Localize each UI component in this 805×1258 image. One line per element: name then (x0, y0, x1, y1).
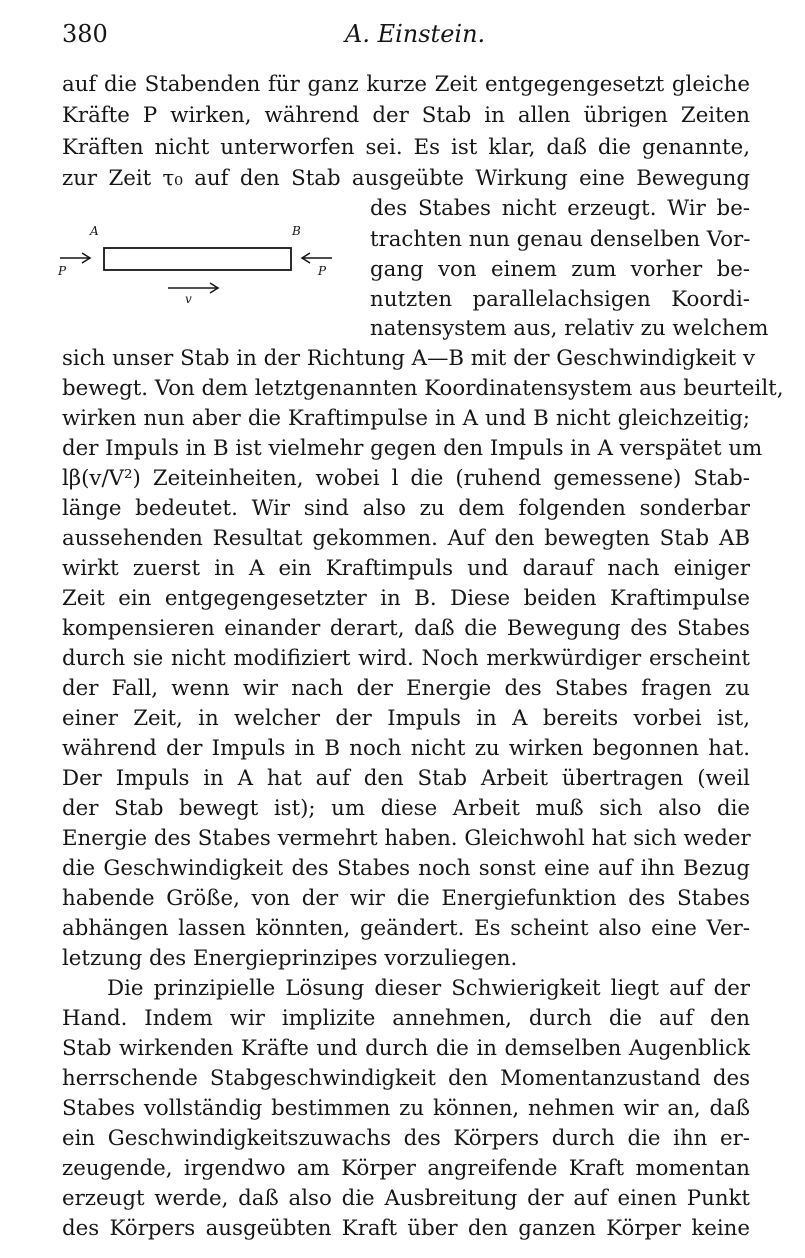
text-line: habende Größe, von der wir die Energiefunktion des Stabes (62, 886, 750, 911)
text-line: Zeit ein entgegengesetzter in B. Diese beiden Kraftimpulse (62, 586, 750, 611)
label-v: v (185, 292, 192, 306)
text-line: Kräfte P wirken, während der Stab in allen übrigen Zeiten (62, 103, 750, 128)
text-line: der Stab bewegt ist); um diese Arbeit muß sich also die (62, 796, 750, 821)
text-line: aussehenden Resultat gekommen. Auf den bewegten Stab AB (62, 526, 750, 551)
text-line: Hand. Indem wir implizite annehmen, durch die auf den (62, 1006, 750, 1031)
text-line: einer Zeit, in welcher der Impuls in A bereits vorbei ist, (62, 706, 750, 731)
text-line: Energie des Stabes vermehrt haben. Gleichwohl hat sich weder (62, 826, 751, 851)
text-line: lβ(v/V²) Zeiteinheiten, wobei l die (ruhend gemessene) Stab- (62, 466, 750, 491)
text-line: länge bedeutet. Wir sind also zu dem folgenden sonderbar (62, 496, 750, 521)
text-line: Die prinzipielle Lösung dieser Schwierigkeit liegt auf der (107, 976, 750, 1001)
text-line: Stabes vollständig bestimmen zu können, nehmen wir an, daß (62, 1096, 750, 1121)
text-line: Der Impuls in A hat auf den Stab Arbeit übertragen (weil (62, 766, 750, 791)
text-line: zur Zeit τ₀ auf den Stab ausgeübte Wirkung eine Bewegung (62, 166, 750, 191)
text-line: der Impuls in B ist vielmehr gegen den Impuls in A verspätet um (62, 436, 763, 461)
text-line: ein Geschwindigkeitszuwachs des Körpers durch die ihn er- (62, 1126, 750, 1151)
rod-rectangle (104, 248, 291, 270)
text-line: kompensieren einander derart, daß die Bewegung des Stabes (62, 616, 750, 641)
text-line: die Geschwindigkeit des Stabes noch sonst eine auf ihn Bezug (62, 856, 750, 881)
label-b: B (292, 224, 301, 238)
text-line: gang von einem zum vorher be- (370, 257, 750, 282)
page-header (62, 18, 752, 52)
text-line: letzung des Energieprinzipes vorzuliegen. (62, 946, 518, 971)
text-line: bewegt. Von dem letztgenannten Koordinatensystem aus beurteilt, (62, 376, 784, 401)
running-title: A. Einstein. (345, 20, 486, 48)
text-line: herrschende Stabgeschwindigkeit den Momentanzustand des (62, 1066, 750, 1091)
text-line: Stab wirkenden Kräfte und durch die in demselben Augenblick (62, 1036, 750, 1061)
text-line: abhängen lassen könnten, geändert. Es scheint also eine Ver- (62, 916, 750, 941)
label-a: A (90, 224, 99, 238)
text-line: des Körpers ausgeübten Kraft über den ganzen Körper keine (62, 1216, 750, 1241)
label-p-right: P (318, 264, 327, 278)
page-number: 380 (62, 20, 108, 48)
text-line: sich unser Stab in der Richtung A—B mit der Geschwindigkeit v (62, 346, 756, 371)
text-line: wirken nun aber die Kraftimpulse in A und B nicht gleichzeitig; (62, 406, 750, 431)
text-line: natensystem aus, relativ zu welchem (370, 316, 769, 341)
text-line: während der Impuls in B noch nicht zu wirken begonnen hat. (62, 736, 750, 761)
text-line: trachten nun genau denselben Vor- (370, 227, 751, 252)
text-line: Kräften nicht unterworfen sei. Es ist klar, daß die genannte, (62, 135, 750, 160)
label-p-left: P (58, 264, 67, 278)
text-line: zeugende, irgendwo am Körper angreifende Kraft momentan (62, 1156, 750, 1181)
text-line: erzeugt werde, daß also die Ausbreitung der auf einen Punkt (62, 1186, 750, 1211)
rod-figure (50, 218, 350, 308)
text-line: wirkt zuerst in A ein Kraftimpuls und darauf nach einiger (62, 556, 750, 581)
text-line: des Stabes nicht erzeugt. Wir be- (370, 196, 750, 221)
text-line: der Fall, wenn wir nach der Energie des Stabes fragen zu (62, 676, 750, 701)
text-line: nutzten parallelachsigen Koordi- (370, 287, 750, 312)
text-line: auf die Stabenden für ganz kurze Zeit entgegengesetzt gleiche (62, 72, 750, 97)
text-line: durch sie nicht modifiziert wird. Noch merkwürdiger erscheint (62, 646, 750, 671)
